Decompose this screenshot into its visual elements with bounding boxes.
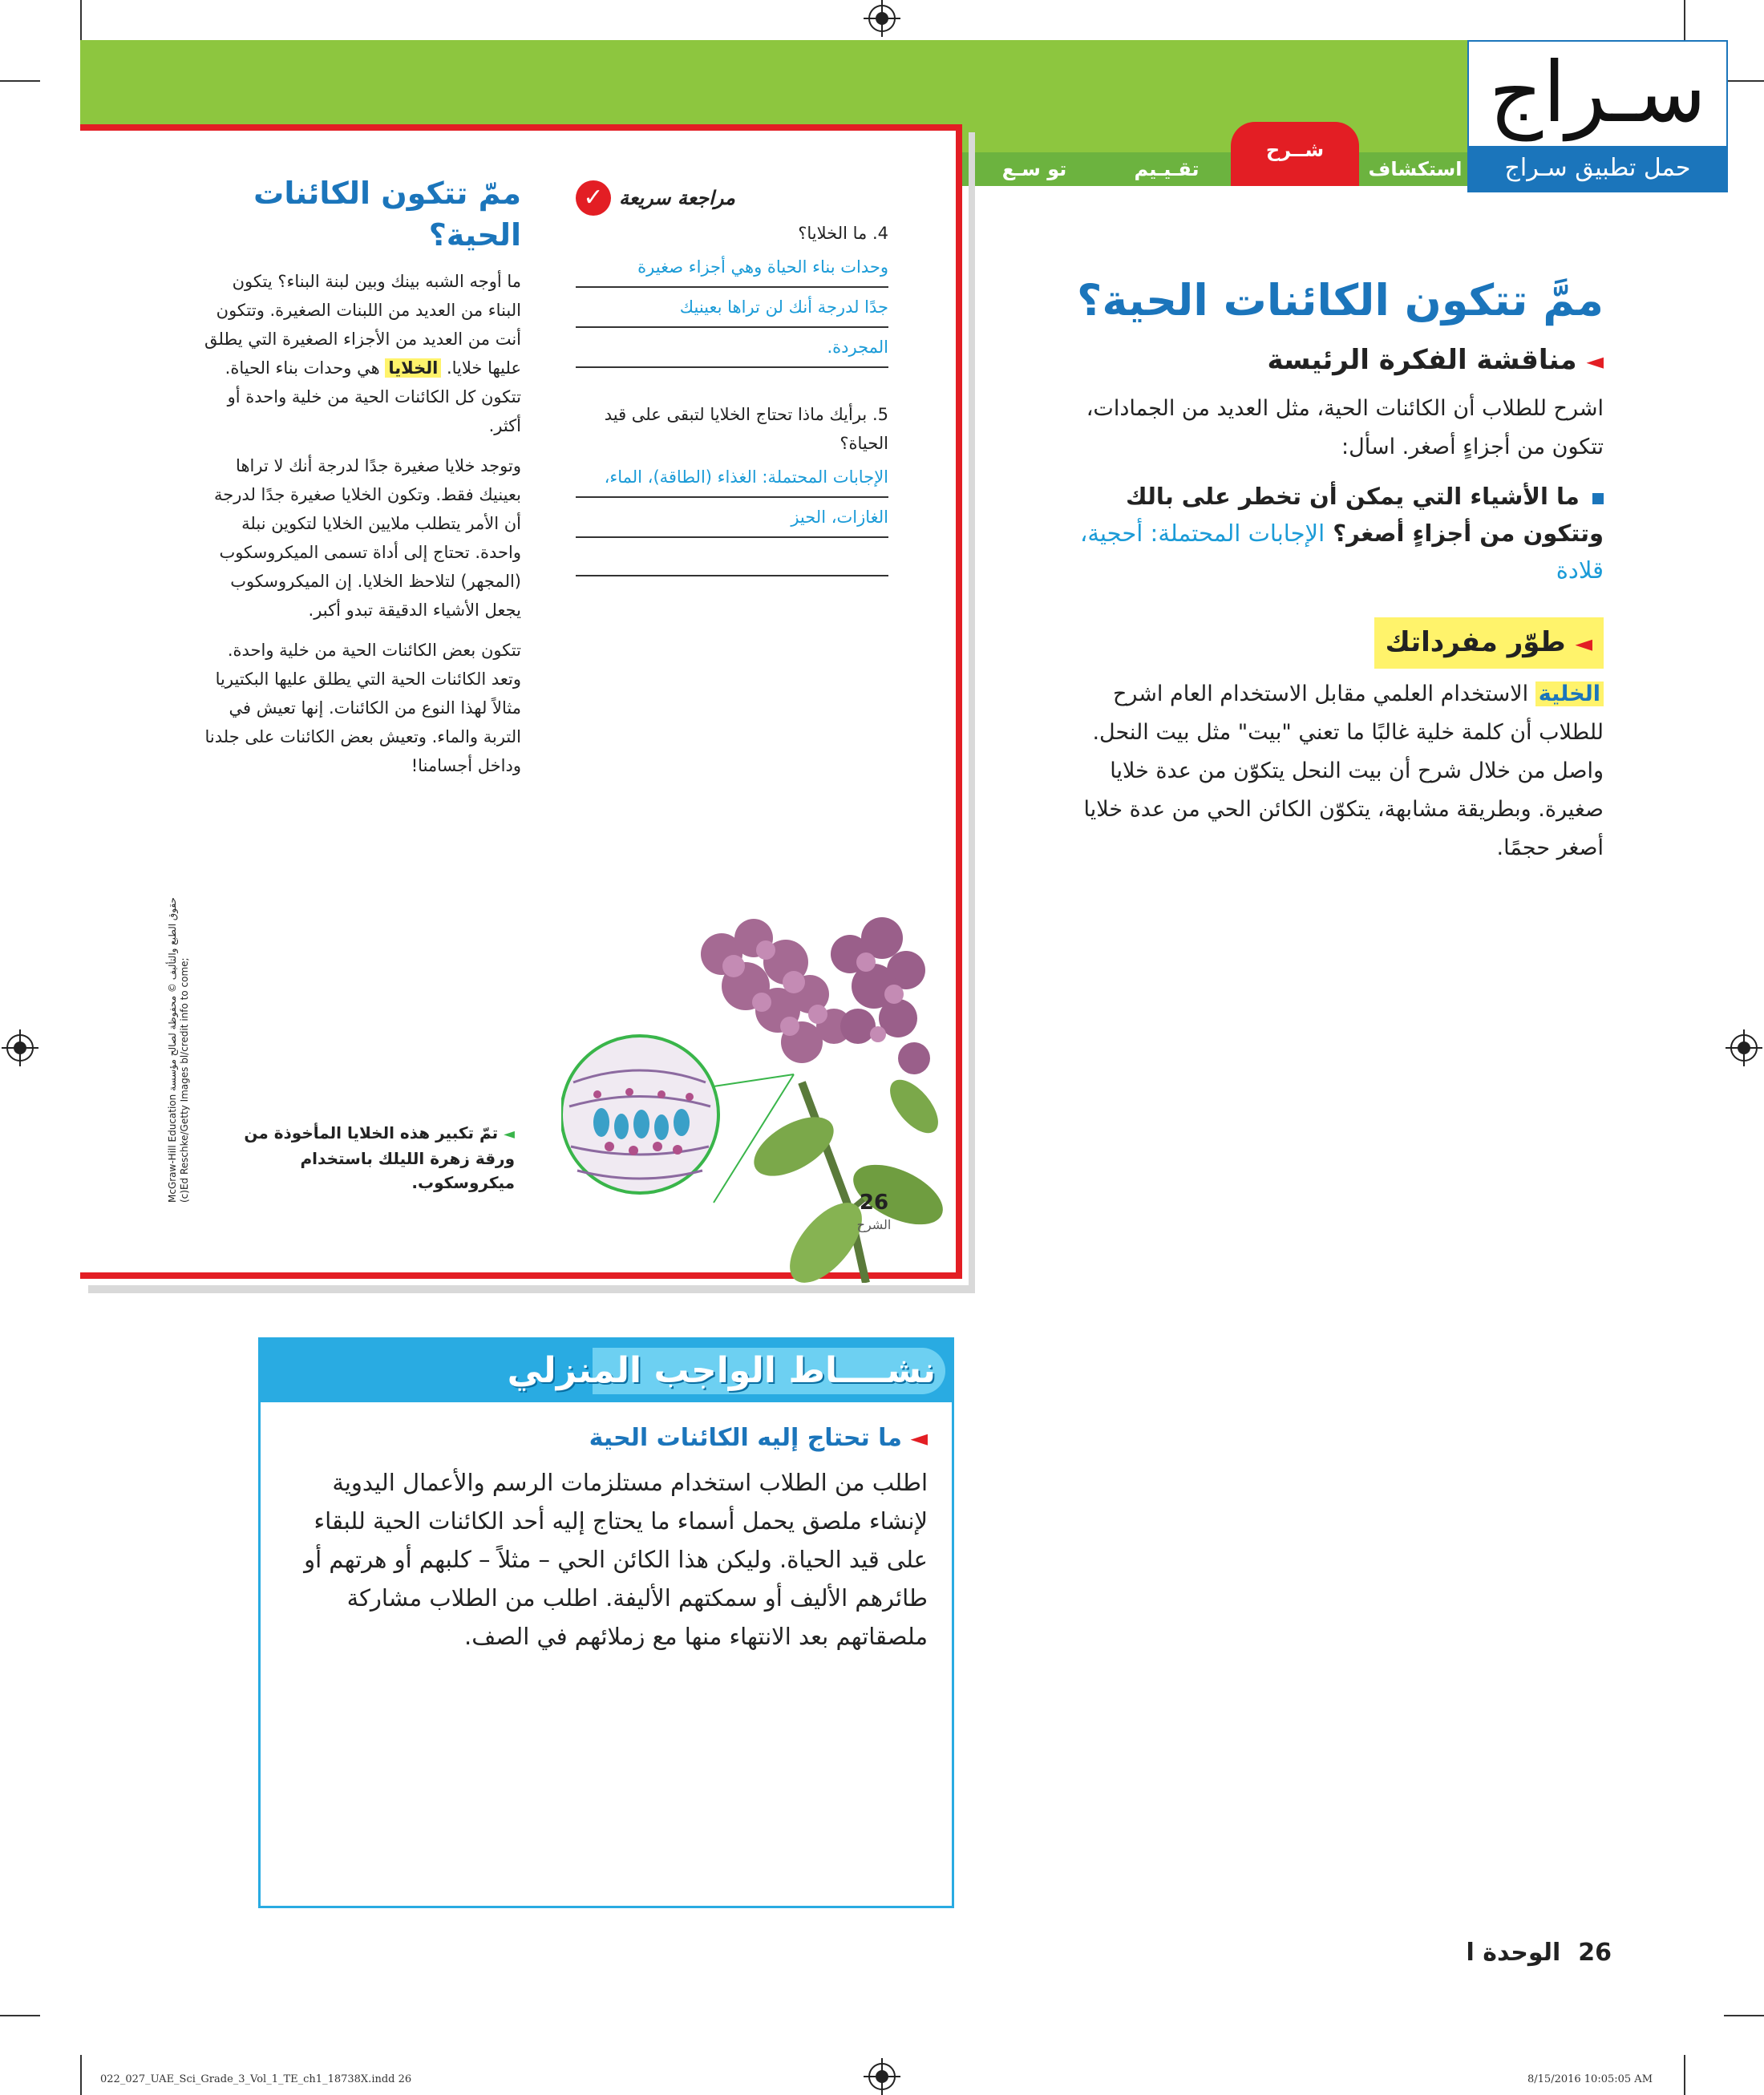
- review-title-row: [576, 180, 892, 216]
- answer-line: وحدات بناء الحياة وهي أجزاء صغيرة: [576, 248, 888, 288]
- crop-mark: [0, 80, 40, 82]
- lesson-title: ممَّ تتكون الكائنات الحية؟: [1077, 275, 1604, 326]
- crop-mark: [0, 2015, 40, 2016]
- vocab-heading: ◄ طوّر مفرداتك: [1042, 617, 1604, 669]
- discussion-question: ما الأشياء التي يمكن أن تخطر على بالك وتتكون من أجزاءٍ أصغر؟ الإجابات المحتملة: أحجية، قلادة: [1079, 483, 1604, 584]
- student-page-number: 26: [859, 1191, 889, 1215]
- student-col-main: [200, 172, 521, 780]
- paragraph: ما أوجه الشبه بينك وبين لبنة البناء؟ يتكون البناء من العديد من اللبنات الصغيرة. وتتكون أنت من العديد من الأجزاء الصغيرة التي يطلق عليها خلايا. الخلايا هي وحدات بناء الحياة. تتكون كل الكائنات الحية من خلية واحدة أو أكثر.: [204, 272, 521, 435]
- vocab-highlight: الخلايا: [385, 358, 441, 378]
- discussion-answer: الإجابات المحتملة: أحجية، قلادة: [1079, 520, 1604, 584]
- red-pointer-icon: ◄: [1586, 348, 1604, 374]
- crop-mark: [1724, 2015, 1764, 2016]
- logo-strip: حمل تطبيق سـراج: [1469, 146, 1726, 191]
- teacher-notes: [1042, 273, 1604, 868]
- tab-evaluate[interactable]: تقـيـيم: [1134, 158, 1200, 180]
- crop-mark: [80, 0, 82, 40]
- review-title: مراجعة سريعة: [619, 187, 735, 209]
- page-shadow: [969, 132, 975, 1285]
- homework-text: اطلب من الطلاب استخدام مستلزمات الرسم والأعمال اليدوية لإنشاء ملصق يحمل أسماء ما يحتاج إليه أحد الكائنات الحية للبقاء على قيد الحياة. وليكن هذا الكائن الحي – مثلاً – كلبهم أو هرتهم أو طائرهم الأليف أو سمكتهم الأليفة. اطلب من الطلاب مشاركة ملصقاتهم بعد الانتهاء منها مع زملائهم في الصف.: [304, 1469, 928, 1650]
- question-5: 5. برأيك ماذا تحتاج الخلايا لتبقى على قيد الحياة؟: [604, 405, 888, 453]
- tab-explore[interactable]: استكشاف: [1368, 158, 1463, 180]
- homework-subtitle: ◄ ما تحتاج إليه الكائنات الحية: [589, 1424, 928, 1452]
- main-idea-text: اشرح للطلاب أن الكائنات الحية، مثل العديد من الجمادات، تتكون من أجزاءٍ أصغر. اسأل:: [1086, 396, 1604, 459]
- paragraph: وتوجد خلايا صغيرة جدًا لدرجة أنك لا تراها بعينيك فقط. وتكون الخلايا صغيرة جدًا لدرجة أن الأمر يتطلب ملايين الخلايا لتكوين نبلة واحدة. تحتاج إلى أداة تسمى الميكروسكوب (المجهر) لتلاحظ الخلايا. إن الميكروسكوب يجعل الأشياء الدقيقة تبدو أكبر.: [214, 456, 521, 620]
- registration-mark-icon: [1730, 1034, 1758, 1062]
- student-page-section: الشرح: [856, 1217, 892, 1232]
- vocab-text: الخلية الاستخدام العلمي مقابل الاستخدام العام اشرح للطلاب أن كلمة خلية غالبًا ما تعني "بيت" مثل بيت النحل. واصل من خلال شرح أن بيت النحل يتكوّن من عدة خلايا صغيرة. وبطريقة مشابهة، يتكوّن الكائن الحي من عدة خلايا أصغر حجمًا.: [1083, 681, 1604, 860]
- crop-mark: [1724, 80, 1764, 82]
- homework-header: [261, 1340, 952, 1402]
- registration-mark-icon: [868, 2063, 896, 2090]
- red-pointer-icon: ◄: [1575, 630, 1592, 657]
- logo-text: سـراج: [1488, 43, 1707, 141]
- answer-line: الإجابات المحتملة: الغذاء (الطاقة)، الماء،: [576, 458, 888, 498]
- footer-page-info: [1435, 1939, 1612, 1967]
- crop-mark: [1684, 0, 1685, 40]
- lesson-tabs: [946, 139, 1467, 186]
- image-caption: ◄ تمّ تكبير هذه الخلايا المأخوذة من ورقة زهرة الليلك باستخدام ميكروسكوب.: [244, 1123, 515, 1192]
- answer-line: [576, 538, 888, 576]
- file-date: 8/15/2016 10:05:05 AM: [1527, 2073, 1653, 2085]
- footer-unit: الوحدة ا: [1466, 1939, 1561, 1967]
- paragraph: تتكون بعض الكائنات الحية من خلية واحدة. وتعد الكائنات الحية التي يطلق عليها البكتيريا مثالاً لهذا النوع من الكائنات. إنها تعيش في التربة والماء. وتعيش بعض الكائنات على جلدنا وداخل أجسامنا!: [204, 641, 521, 775]
- answer-line: جدًا لدرجة أنك لن تراها بعينيك: [576, 288, 888, 328]
- photo-credit: McGraw-Hill Education حقوق الطبع والتأليف © محفوظة لصالح مؤسسة (c)Ed Reschke/Getty Images bl/credit info to come;: [167, 897, 190, 1203]
- caption-pointer-icon: ◄: [504, 1126, 515, 1143]
- footer-page-number: 26: [1578, 1939, 1612, 1967]
- tab-explain[interactable]: شــرح: [1231, 122, 1359, 186]
- crop-mark: [1684, 2055, 1685, 2095]
- crop-mark: [80, 2055, 82, 2095]
- answer-line: الغازات، الحيز: [576, 498, 888, 538]
- page-shadow: [88, 1285, 975, 1293]
- red-pointer-icon: ◄: [910, 1425, 928, 1451]
- bullet-square-icon: [1592, 493, 1604, 504]
- registration-mark-icon: [6, 1034, 34, 1062]
- homework-title: نشــــاط الواجب المنزلي: [507, 1350, 936, 1391]
- vocab-term: الخلية: [1535, 681, 1604, 706]
- file-slug: 022_027_UAE_Sci_Grade_3_Vol_1_TE_ch1_18738X.indd 26: [100, 2073, 412, 2085]
- question-4: 4. ما الخلايا؟: [798, 224, 888, 243]
- homework-activity: [258, 1337, 954, 1908]
- siraj-logo: [1467, 40, 1728, 192]
- main-idea-heading: ◄ مناقشة الفكرة الرئيسة: [1267, 344, 1604, 376]
- tab-extend[interactable]: تو سـع: [1001, 158, 1067, 180]
- registration-mark-icon: [868, 5, 896, 32]
- check-icon: ✓: [576, 180, 611, 216]
- answer-line: المجردة.: [576, 328, 888, 368]
- quick-review: [576, 180, 888, 576]
- section-heading: ممّ تتكون الكائنات الحية؟: [253, 176, 521, 253]
